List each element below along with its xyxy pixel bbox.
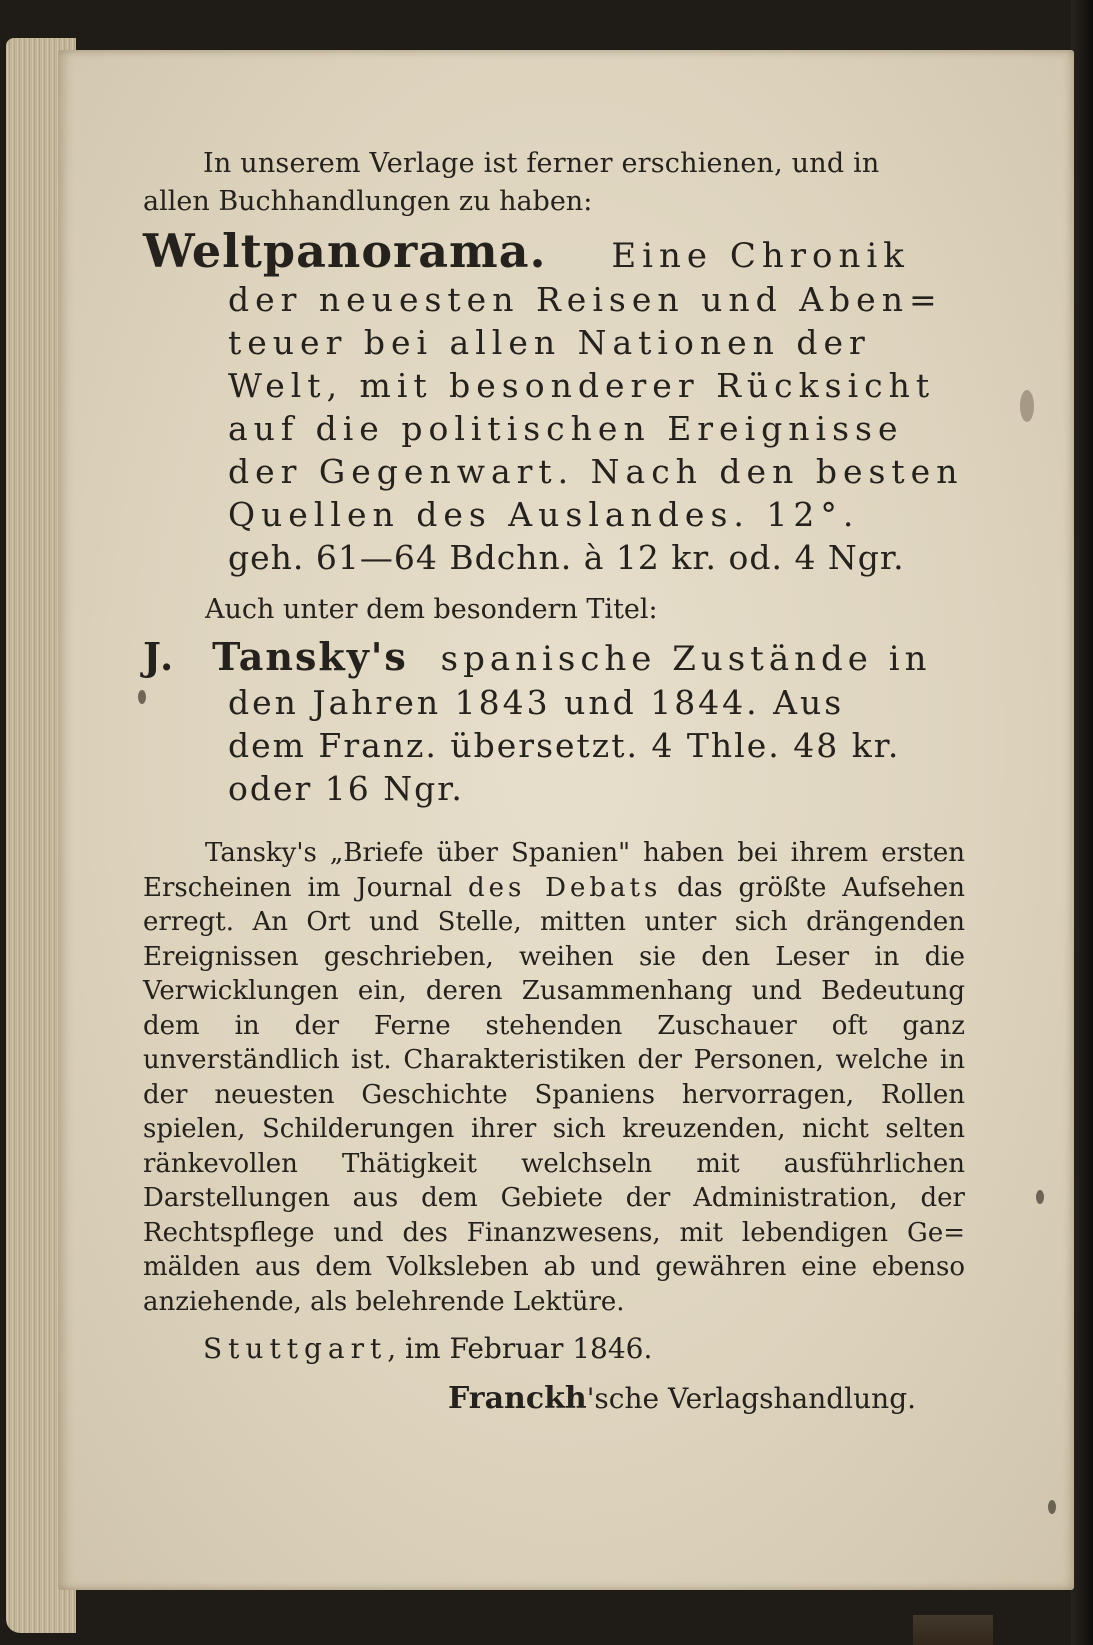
bookmark-ribbon: [913, 1615, 993, 1645]
book-1-line: teuer bei allen Nationen der: [228, 323, 871, 362]
intro-line-1: In unserem Verlage ist ferner erschienen, und in: [203, 148, 880, 179]
ink-speck: [1048, 1500, 1056, 1514]
publisher-name: Franckh: [448, 1381, 587, 1416]
book-2-title-line: [143, 635, 965, 681]
book-page: [58, 50, 1074, 1590]
book-1-title-line: [143, 224, 965, 278]
book-2-entry: [143, 635, 965, 810]
publisher-line: [143, 1379, 965, 1419]
book-1-line: Welt, mit besonderer Rücksicht: [228, 366, 936, 405]
book-1-price-line: geh. 61—64 Bdchn. à 12 kr. od. 4 Ngr.: [228, 538, 905, 577]
publisher-rest: 'sche Verlagshandlung.: [586, 1382, 917, 1415]
book-2-line: den Jahren 1843 und 1844. Aus: [228, 683, 845, 722]
book-2-desc-start: spanische Zustände in: [440, 639, 932, 679]
book-cover-edge: [1071, 0, 1093, 1645]
book-2-title: Tansky's: [212, 634, 408, 679]
book-2-line: dem Franz. übersetzt. 4 Thle. 48 kr.: [228, 726, 901, 765]
book-2-line: oder 16 Ngr.: [228, 769, 464, 808]
date-text: , im Februar 1846.: [387, 1332, 653, 1365]
paragraph-part-1: Tansky's „Briefe über Spanien" haben bei ihrem ersten Erscheinen im Journal: [143, 838, 965, 903]
book-1-line: der Gegenwart. Nach den besten: [228, 452, 964, 491]
page-smudge: [1020, 390, 1034, 422]
book-1-line: der neuesten Reisen und Aben=: [228, 280, 943, 319]
paragraph-journal-name: des Debats: [467, 872, 662, 903]
advertisement-text: [143, 145, 965, 1419]
paragraph-part-2: das größte Aufsehen erregt. An Ort und Stelle, mitten unter sich drängenden Ereignissen geschrieben, weihen sie den Leser in die Verwicklungen ein, deren Zusammenhang und Bedeutung dem in der Ferne stehenden Zuschauer oft ganz unverständlich ist. Charakteristiken der Personen, welche in der neuesten Geschichte Spaniens hervorragen, Rollen spielen, Schilderungen ihrer sich kreuzenden, nicht selten ränkevollen Thätigkeit welchseln mit ausführlichen Darstellungen aus dem Gebiete der Administration, der Rechtspflege und des Finanzwesens, mit lebendigen Ge= mälden aus dem Volksleben ab und gewähren eine ebenso anziehende, als belehrende Lektüre.: [143, 872, 966, 1317]
place-name: Stuttgart: [203, 1332, 388, 1365]
book-1-entry: [143, 224, 965, 579]
place-date-line: [143, 1329, 965, 1369]
ink-speck: [1036, 1190, 1044, 1204]
book-1-line: auf die politischen Ereignisse: [228, 409, 904, 448]
alternate-title-intro: Auch unter dem besondern Titel:: [205, 594, 658, 625]
book-1-line: Quellen des Auslandes. 12°.: [228, 495, 860, 534]
intro-line-2: allen Buchhandlungen zu haben:: [143, 186, 593, 217]
book-2-prefix: J.: [143, 634, 176, 679]
description-paragraph: [143, 836, 965, 1319]
book-1-desc-start: Eine Chronik: [611, 236, 910, 276]
book-1-title: Weltpanorama.: [143, 224, 547, 278]
